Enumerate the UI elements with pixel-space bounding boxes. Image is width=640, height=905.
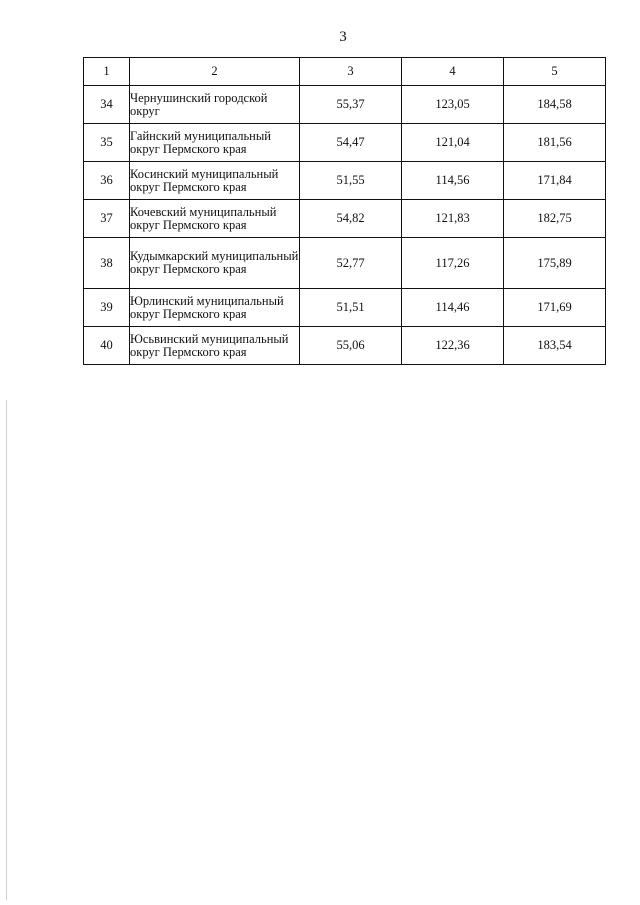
value-col-4: 114,46: [402, 289, 504, 327]
header-row: [84, 58, 606, 86]
district-name: Чернушинский городской округ: [130, 86, 300, 124]
district-name: Юсьвинский муниципальный округ Пермского края: [130, 327, 300, 365]
scan-edge-line: [6, 400, 7, 900]
value-col-5: 181,56: [504, 124, 606, 162]
column-header-3: 3: [300, 58, 402, 86]
row-number: 40: [84, 327, 130, 365]
value-col-5: 183,54: [504, 327, 606, 365]
value-col-4: 122,36: [402, 327, 504, 365]
value-col-5: 184,58: [504, 86, 606, 124]
value-col-3: 55,06: [300, 327, 402, 365]
table-row: [84, 124, 606, 162]
value-col-3: 51,51: [300, 289, 402, 327]
value-col-5: 175,89: [504, 238, 606, 289]
value-col-3: 52,77: [300, 238, 402, 289]
district-name: Гайнский муниципальный округ Пермского края: [130, 124, 300, 162]
value-col-3: 55,37: [300, 86, 402, 124]
row-number: 39: [84, 289, 130, 327]
column-header-5: 5: [504, 58, 606, 86]
district-name: Кочевский муниципальный округ Пермского края: [130, 200, 300, 238]
value-col-5: 182,75: [504, 200, 606, 238]
value-col-4: 114,56: [402, 162, 504, 200]
district-name: Косинский муниципальный округ Пермского края: [130, 162, 300, 200]
value-col-5: 171,84: [504, 162, 606, 200]
district-name: Кудымкарский муниципальный округ Пермского края: [130, 238, 300, 289]
table-row: [84, 86, 606, 124]
data-table: [83, 57, 606, 365]
table-row: [84, 289, 606, 327]
column-header-4: 4: [402, 58, 504, 86]
table-row: [84, 238, 606, 289]
row-number: 37: [84, 200, 130, 238]
table-row: [84, 162, 606, 200]
value-col-3: 51,55: [300, 162, 402, 200]
row-number: 35: [84, 124, 130, 162]
page-number: 3: [339, 29, 347, 45]
value-col-5: 171,69: [504, 289, 606, 327]
district-name: Юрлинский муниципальный округ Пермского края: [130, 289, 300, 327]
row-number: 34: [84, 86, 130, 124]
value-col-3: 54,47: [300, 124, 402, 162]
value-col-4: 123,05: [402, 86, 504, 124]
row-number: 38: [84, 238, 130, 289]
value-col-3: 54,82: [300, 200, 402, 238]
table-row: [84, 327, 606, 365]
row-number: 36: [84, 162, 130, 200]
value-col-4: 121,04: [402, 124, 504, 162]
value-col-4: 121,83: [402, 200, 504, 238]
table-row: [84, 200, 606, 238]
value-col-4: 117,26: [402, 238, 504, 289]
column-header-1: 1: [84, 58, 130, 86]
column-header-2: 2: [130, 58, 300, 86]
